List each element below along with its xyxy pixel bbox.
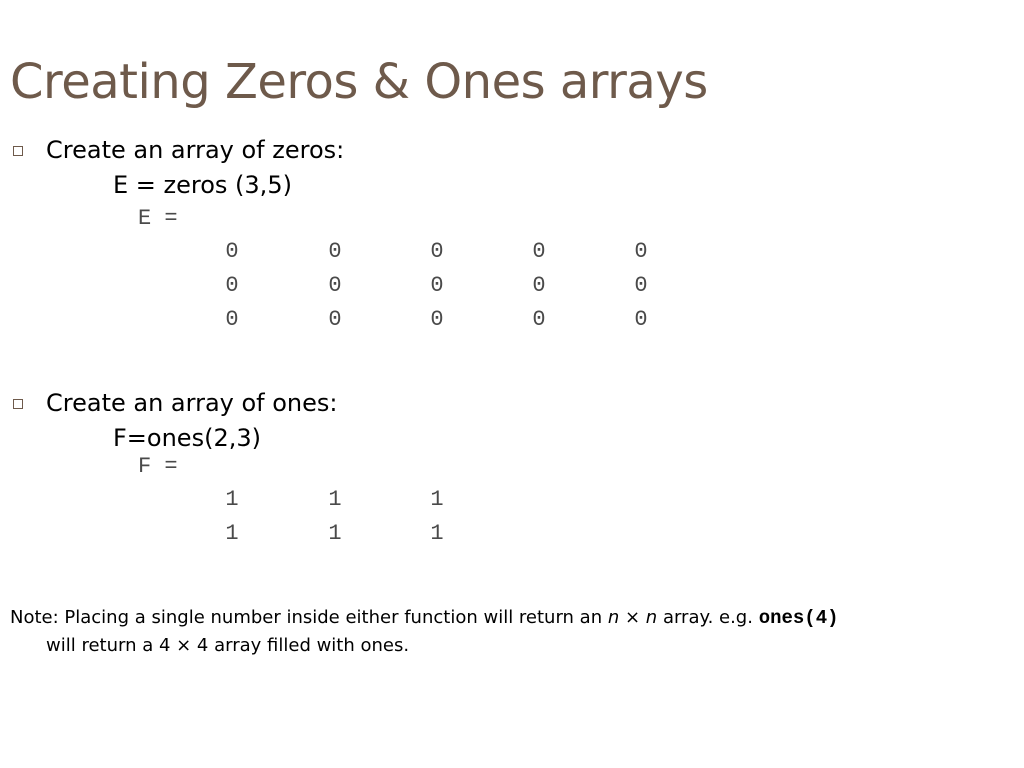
zeros-cell: 0 — [328, 307, 342, 332]
zeros-bullet-text: Create an array of zeros: — [46, 136, 345, 164]
zeros-cell: 0 — [430, 273, 444, 298]
bullet-square-icon — [13, 146, 23, 156]
note-mid: array. e.g. — [657, 607, 759, 628]
note-times: × — [619, 607, 646, 628]
ones-cell: 1 — [225, 521, 239, 546]
zeros-cell: 0 — [225, 239, 239, 264]
slide-title: Creating Zeros & Ones arrays — [10, 54, 708, 110]
zeros-command: E = zeros (3,5) — [113, 171, 292, 199]
note-prefix: Note: Placing a single number inside either function will return an — [10, 607, 608, 628]
ones-cell: 1 — [225, 487, 239, 512]
bullet-square-icon — [13, 399, 23, 409]
zeros-cell: 0 — [634, 307, 648, 332]
zeros-cell: 0 — [634, 273, 648, 298]
zeros-output-label: E = — [138, 206, 178, 231]
zeros-cell: 0 — [328, 273, 342, 298]
ones-bullet-text: Create an array of ones: — [46, 389, 338, 417]
note-line-2: will return a 4 × 4 array filled with ones. — [46, 635, 410, 656]
ones-cell: 1 — [328, 521, 342, 546]
zeros-cell: 0 — [328, 239, 342, 264]
zeros-cell: 0 — [225, 307, 239, 332]
note-code: ones(4) — [758, 607, 839, 629]
ones-cell: 1 — [430, 521, 444, 546]
zeros-cell: 0 — [225, 273, 239, 298]
note-var-n: n — [645, 607, 658, 628]
zeros-cell: 0 — [430, 239, 444, 264]
zeros-cell: 0 — [634, 239, 648, 264]
zeros-cell: 0 — [532, 239, 546, 264]
ones-command: F=ones(2,3) — [113, 424, 261, 452]
ones-cell: 1 — [430, 487, 444, 512]
zeros-cell: 0 — [532, 273, 546, 298]
ones-cell: 1 — [328, 487, 342, 512]
note-var-n: n — [607, 607, 620, 628]
note-paragraph — [10, 604, 1000, 659]
zeros-cell: 0 — [532, 307, 546, 332]
ones-output-label: F = — [138, 454, 178, 479]
note-line-1 — [10, 604, 1000, 632]
zeros-cell: 0 — [430, 307, 444, 332]
